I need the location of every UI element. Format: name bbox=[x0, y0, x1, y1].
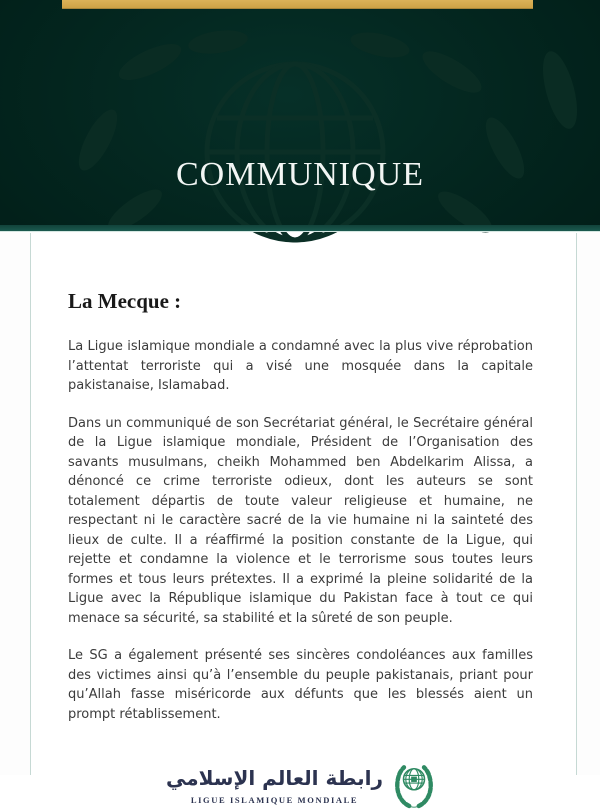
page-title: COMMUNIQUE bbox=[176, 156, 424, 193]
teal-accent-strip bbox=[0, 225, 600, 232]
document-card bbox=[30, 233, 577, 805]
paragraph-1: La Ligue islamique mondiale a condamné avec la plus vive réprobation l’attentat terroriste qui a visé une mosquée dans la capitale pakistanaise, Islamabad. bbox=[68, 339, 533, 393]
league-logo bbox=[68, 760, 533, 810]
league-name-arabic: رابطة العالم الإسلامي bbox=[166, 766, 383, 790]
league-name-latin: LIGUE ISLAMIQUE MONDIALE bbox=[190, 795, 359, 805]
league-emblem-icon bbox=[393, 760, 435, 810]
paragraph-3: Le SG a également présenté ses sincères condoléances aux familles des victimes ainsi qu’à l’ensemble du peuple pakistanais, priant pour qu’Allah fasse miséricorde aux défunts que les blessés aient un prompt rétablissement. bbox=[68, 648, 533, 722]
gold-accent-bar bbox=[62, 0, 533, 9]
header-banner bbox=[0, 0, 600, 225]
paragraph-2: Dans un communiqué de son Secrétariat général, le Secrétaire général de la Ligue islamique mondiale, Président de l’Organisation des savants musulmans, cheikh Mohammed ben Abdelkarim Alissa, a dénoncé ce crime terroriste odieux, dont les auteurs se sont totalement départis de toute valeur religieuse et humaine, ne respectant ni le caractère sacré de la vie humaine ni la sainteté des lieux de culte. Il a réaffirmé la position constante de la Ligue, qui rejette et condamne la violence et le terrorisme sous toutes leurs formes et tous leurs prétextes. Il a exprimé la pleine solidarité de la Ligue avec la République islamique du Pakistan face à tout ce qui menace sa sécurité, sa stabilité et la sûreté de son peuple. bbox=[68, 415, 533, 626]
league-logo-text bbox=[166, 765, 383, 805]
communique-body bbox=[68, 337, 533, 724]
dateline-heading: La Mecque : bbox=[68, 289, 182, 313]
